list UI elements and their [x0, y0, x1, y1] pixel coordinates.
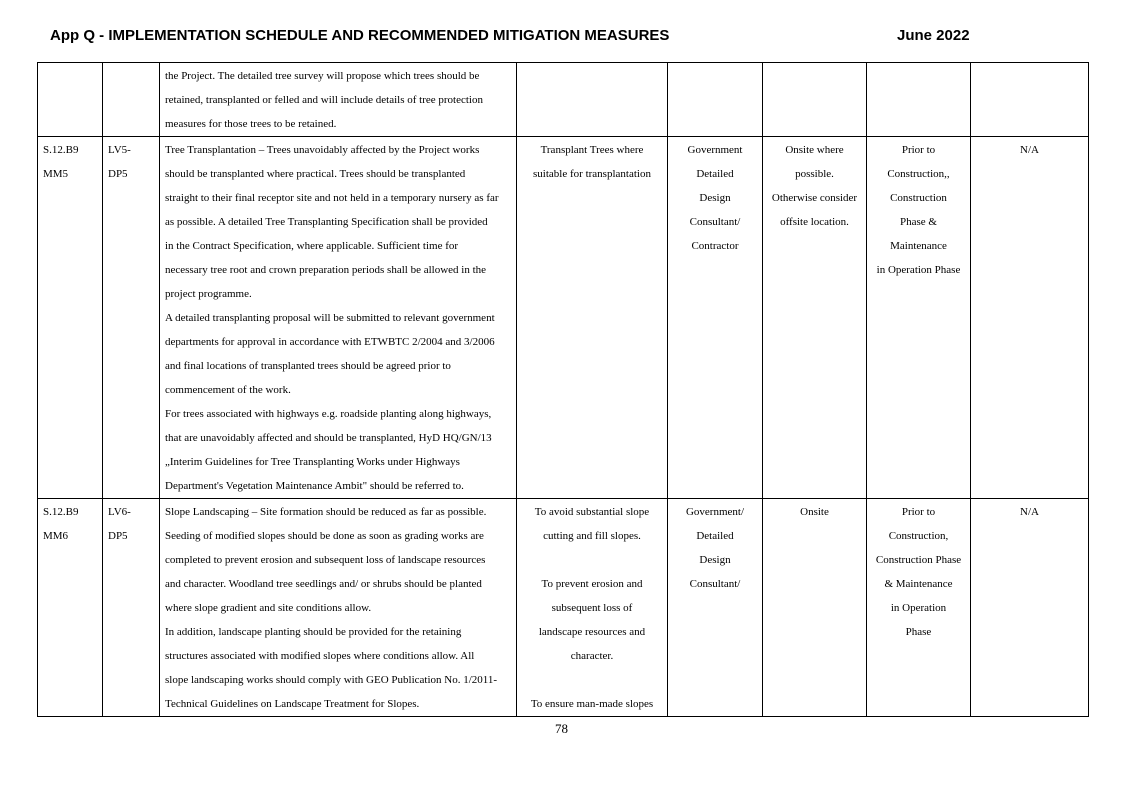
cell-line: landscape resources and — [538, 626, 646, 638]
cell-line: In addition, landscape planting should be provided for the retaining — [165, 626, 462, 638]
cell-line: N/A — [1020, 144, 1039, 156]
cell-line: measures for those trees to be retained. — [165, 118, 337, 130]
cell-line: Government/ — [685, 506, 745, 518]
cell-line: Onsite — [800, 506, 829, 518]
cell-location — [763, 499, 867, 717]
cell-line — [522, 548, 662, 572]
cell-line: MM5 — [43, 168, 69, 180]
cell-line: Consultant/ — [689, 216, 741, 228]
cell-objective — [517, 63, 668, 137]
cell-measure-code — [103, 137, 160, 499]
cell-line: LV6- — [108, 506, 131, 518]
cell-status — [971, 137, 1089, 499]
cell-line: possible. — [795, 168, 834, 180]
cell-implementation-agent — [668, 63, 763, 137]
cell-reference — [38, 137, 103, 499]
cell-mitigation-measure — [160, 499, 517, 717]
cell-line: in Operation Phase — [876, 264, 961, 276]
cell-timing — [867, 63, 971, 137]
cell-line: Construction,, — [887, 168, 950, 180]
cell-line: suitable for transplantation — [533, 168, 651, 180]
table-row — [38, 137, 1089, 499]
cell-line: To prevent erosion and — [541, 578, 643, 590]
cell-line: Seeding of modified slopes should be done as soon as grading works are — [165, 530, 484, 542]
cell-line: Design — [699, 192, 731, 204]
cell-line: Detailed — [696, 530, 734, 542]
cell-status — [971, 499, 1089, 717]
cell-timing — [867, 137, 971, 499]
cell-line: For trees associated with highways e.g. roadside planting along highways, — [165, 408, 492, 420]
cell-line: N/A — [1020, 506, 1039, 518]
cell-line: slope landscaping works should comply with GEO Publication No. 1/2011- — [165, 674, 498, 686]
cell-line: offsite location. — [780, 216, 849, 228]
cell-line: necessary tree root and crown preparation periods shall be allowed in the — [165, 264, 487, 276]
cell-line: „Interim Guidelines for Tree Transplanting Works under Highways — [165, 456, 460, 468]
cell-timing — [867, 499, 971, 717]
cell-line: where slope gradient and site conditions allow. — [165, 602, 372, 614]
cell-line: To avoid substantial slope — [534, 506, 650, 518]
cell-location — [763, 137, 867, 499]
cell-line: completed to prevent erosion and subsequent loss of landscape resources — [165, 554, 486, 566]
cell-line: Department's Vegetation Maintenance Ambit" should be referred to. — [165, 480, 464, 492]
mitigation-measures-table — [37, 62, 1089, 717]
table-body — [38, 63, 1089, 717]
cell-line: DP5 — [108, 530, 128, 542]
cell-line: the Project. The detailed tree survey will propose which trees should be — [165, 70, 480, 82]
cell-reference — [38, 499, 103, 717]
cell-mitigation-measure — [160, 137, 517, 499]
cell-line: project programme. — [165, 288, 252, 300]
cell-line: A detailed transplanting proposal will be submitted to relevant government — [165, 312, 495, 324]
cell-line: straight to their final receptor site and not held in a temporary nursery as far — [165, 192, 499, 204]
cell-line: Technical Guidelines on Landscape Treatment for Slopes. — [165, 698, 420, 710]
cell-objective — [517, 137, 668, 499]
table-row — [38, 499, 1089, 717]
cell-line: Detailed — [696, 168, 734, 180]
cell-line: Government — [687, 144, 743, 156]
cell-line: in Operation — [890, 602, 947, 614]
cell-line: and character. Woodland tree seedlings and/ or shrubs should be planted — [165, 578, 482, 590]
cell-mitigation-measure — [160, 63, 517, 137]
cell-reference — [38, 63, 103, 137]
cell-implementation-agent — [668, 499, 763, 717]
cell-line: LV5- — [108, 144, 131, 156]
cell-line: Maintenance — [890, 240, 947, 252]
cell-line: Phase — [905, 626, 932, 638]
cell-line: Transplant Trees where — [540, 144, 644, 156]
cell-measure-code — [103, 499, 160, 717]
document-title: App Q - IMPLEMENTATION SCHEDULE AND RECOMMENDED MITIGATION MEASURES — [50, 27, 670, 44]
cell-objective — [517, 499, 668, 717]
cell-line: Construction Phase — [875, 554, 962, 566]
cell-line: as possible. A detailed Tree Transplanting Specification shall be provided — [165, 216, 488, 228]
cell-line: Phase & — [900, 216, 937, 228]
cell-line: Onsite where — [785, 144, 844, 156]
cell-line: MM6 — [43, 530, 69, 542]
cell-line: retained, transplanted or felled and will include details of tree protection — [165, 94, 483, 106]
cell-status — [971, 63, 1089, 137]
cell-line: Consultant/ — [689, 578, 741, 590]
cell-line — [522, 668, 662, 692]
document-date: June 2022 — [897, 27, 970, 44]
cell-implementation-agent — [668, 137, 763, 499]
cell-line: and final locations of transplanted trees should be agreed prior to — [165, 360, 451, 372]
cell-line: subsequent loss of — [551, 602, 633, 614]
cell-line: Design — [699, 554, 731, 566]
cell-line: character. — [570, 650, 614, 662]
cell-line: To ensure man-made slopes — [530, 698, 654, 710]
cell-line: that are unavoidably affected and should be transplanted, HyD HQ/GN/13 — [165, 432, 492, 444]
cell-line: in the Contract Specification, where applicable. Sufficient time for — [165, 240, 459, 252]
page-number: 78 — [555, 721, 568, 736]
cell-line: Otherwise consider — [771, 192, 858, 204]
cell-line: Construction, — [888, 530, 949, 542]
table-row — [38, 63, 1089, 137]
cell-line: Prior to — [901, 144, 936, 156]
cell-measure-code — [103, 63, 160, 137]
cell-line: should be transplanted where practical. Trees should be transplanted — [165, 168, 466, 180]
cell-line: structures associated with modified slopes where conditions allow. All — [165, 650, 475, 662]
cell-line: DP5 — [108, 168, 128, 180]
cell-line: Tree Transplantation – Trees unavoidably affected by the Project works — [165, 144, 480, 156]
cell-line: Contractor — [691, 240, 739, 252]
cell-line: departments for approval in accordance with ETWBTC 2/2004 and 3/2006 — [165, 336, 495, 348]
cell-line: cutting and fill slopes. — [543, 530, 641, 542]
cell-line: S.12.B9 — [43, 506, 79, 518]
cell-line: commencement of the work. — [165, 384, 291, 396]
cell-line: & Maintenance — [884, 578, 953, 590]
cell-line: S.12.B9 — [43, 144, 79, 156]
cell-line: Construction — [890, 192, 947, 204]
cell-line: Slope Landscaping – Site formation should be reduced as far as possible. — [165, 506, 487, 518]
cell-line: Prior to — [901, 506, 936, 518]
cell-location — [763, 63, 867, 137]
